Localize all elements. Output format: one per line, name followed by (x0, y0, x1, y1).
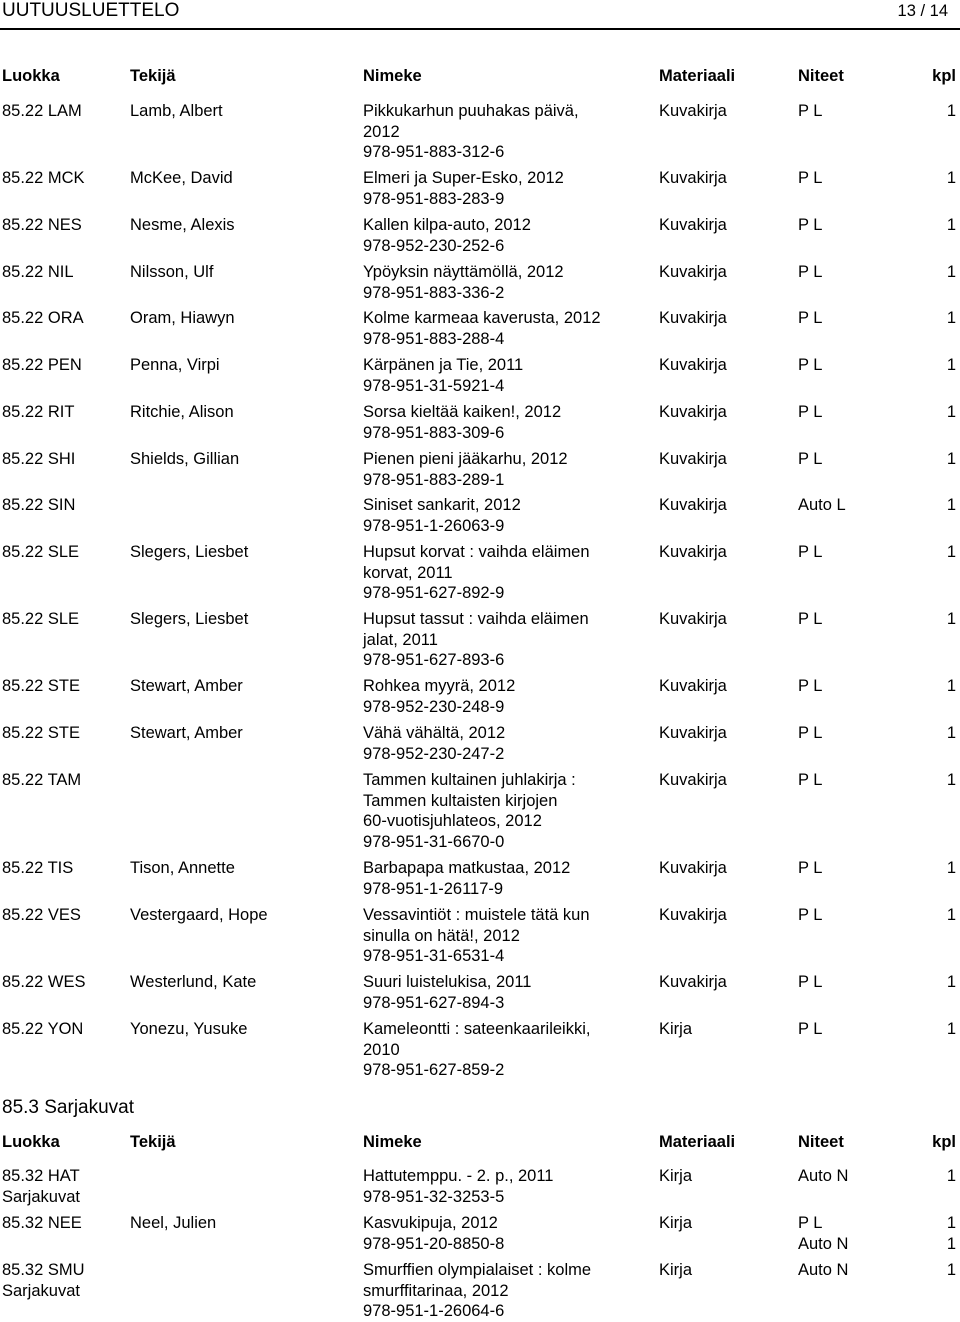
col-nimeke: Nimeke (363, 1133, 422, 1151)
niteet-line: P L (798, 1020, 823, 1038)
kpl-line: 1 (946, 771, 956, 789)
nimeke-line: Kolme karmeaa kaverusta, 2012 (363, 309, 601, 327)
nimeke-line: 978-951-627-892-9 (363, 584, 505, 602)
kpl-line: 1 (946, 1167, 956, 1185)
niteet-line: P L (798, 1214, 823, 1232)
luokka-cell (2, 1213, 82, 1234)
luokka-cell (2, 723, 80, 744)
nimeke-cell (363, 1213, 633, 1254)
kpl-cell (947, 402, 956, 423)
tekija-cell: Shields, Gillian (130, 450, 240, 468)
nimeke-line: 978-951-1-26063-9 (363, 516, 505, 535)
nimeke-line: Hattutemppu. - 2. p., 2011 (363, 1167, 554, 1185)
niteet-line: P L (798, 973, 823, 991)
luokka-line: 85.32 HAT (2, 1167, 80, 1185)
luokka-line: 85.22 ORA (2, 309, 84, 327)
kpl-cell (947, 770, 956, 791)
nimeke-line: 978-951-883-336-2 (363, 283, 505, 302)
nimeke-cell (363, 905, 633, 967)
niteet-cell (798, 770, 822, 791)
luokka-line: Sarjakuvat (2, 1187, 80, 1206)
nimeke-line: smurffitarinaa, 2012 (363, 1281, 509, 1300)
kpl-line: 1 (946, 973, 956, 991)
kpl-cell (947, 972, 956, 993)
tekija-cell: Slegers, Liesbet (130, 543, 249, 561)
materiaali-cell: Kuvakirja (659, 263, 727, 281)
kpl-cell (947, 1019, 956, 1040)
kpl-cell (947, 905, 956, 926)
materiaali-cell: Kuvakirja (659, 450, 727, 468)
col-tekija: Tekijä (130, 1133, 176, 1151)
nimeke-cell (363, 676, 633, 717)
nimeke-line: Kasvukipuja, 2012 (363, 1214, 498, 1232)
luokka-line: 85.22 SLE (2, 610, 80, 628)
kpl-line: 1 (946, 1261, 956, 1279)
luokka-line: 85.22 NIL (2, 263, 74, 281)
nimeke-line: 978-951-883-289-1 (363, 470, 505, 489)
col-luokka: Luokka (2, 1133, 60, 1151)
nimeke-line: Siniset sankarit, 2012 (363, 496, 521, 514)
niteet-cell (798, 1260, 848, 1281)
kpl-cell (947, 262, 956, 283)
luokka-cell (2, 449, 75, 470)
nimeke-cell (363, 262, 633, 303)
nimeke-line: 978-951-1-26117-9 (363, 879, 504, 898)
kpl-cell (947, 449, 956, 470)
nimeke-cell (363, 101, 633, 163)
nimeke-cell (363, 1019, 633, 1081)
luokka-cell (2, 262, 74, 283)
niteet-line: Auto L (798, 496, 846, 514)
tekija-cell: Nesme, Alexis (130, 216, 235, 234)
luokka-line: 85.22 PEN (2, 356, 82, 374)
kpl-cell (947, 1166, 956, 1187)
tekija-cell: Slegers, Liesbet (130, 610, 249, 628)
document-title: UUTUUSLUETTELO (2, 0, 180, 21)
nimeke-line: 978-952-230-247-2 (363, 744, 505, 763)
niteet-line: Auto N (798, 1234, 849, 1253)
luokka-cell (2, 770, 81, 791)
niteet-cell (798, 1166, 848, 1187)
niteet-line: P L (798, 677, 823, 695)
luokka-line: 85.22 NES (2, 216, 82, 234)
nimeke-line: Vessavintiöt : muistele tätä kun (363, 906, 590, 924)
col-niteet: Niteet (798, 67, 844, 85)
materiaali-cell: Kirja (659, 1020, 693, 1038)
luokka-line: 85.22 SHI (2, 450, 76, 468)
luokka-cell (2, 905, 81, 926)
nimeke-line: Smurffien olympialaiset : kolme (363, 1261, 592, 1279)
kpl-cell (947, 215, 956, 236)
luokka-line: 85.22 LAM (2, 102, 82, 120)
nimeke-cell (363, 972, 633, 1013)
kpl-cell (947, 355, 956, 376)
niteet-line: Auto N (798, 1167, 849, 1185)
nimeke-cell (363, 1166, 633, 1207)
nimeke-line: sinulla on hätä!, 2012 (363, 926, 520, 945)
col-materiaali: Materiaali (659, 67, 736, 85)
niteet-cell (798, 402, 822, 423)
kpl-line: 1 (946, 450, 956, 468)
luokka-cell (2, 609, 79, 630)
tekija-cell: Penna, Virpi (130, 356, 220, 374)
nimeke-line: 978-951-31-5921-4 (363, 376, 505, 395)
niteet-cell (798, 495, 846, 516)
niteet-line: P L (798, 263, 823, 281)
niteet-line: P L (798, 543, 823, 561)
nimeke-line: Kallen kilpa-auto, 2012 (363, 216, 531, 234)
luokka-line: 85.22 STE (2, 724, 80, 742)
materiaali-cell: Kuvakirja (659, 496, 727, 514)
luokka-line: 85.22 VES (2, 906, 81, 924)
kpl-line: 1 (946, 677, 956, 695)
niteet-line: P L (798, 169, 823, 187)
niteet-cell (798, 262, 822, 283)
col-materiaali: Materiaali (659, 1133, 736, 1151)
niteet-line: P L (798, 450, 823, 468)
kpl-line: 1 (946, 610, 956, 628)
nimeke-line: 978-952-230-248-9 (363, 697, 505, 716)
luokka-line: 85.32 SMU (2, 1261, 85, 1279)
nimeke-line: Pienen pieni jääkarhu, 2012 (363, 450, 568, 468)
nimeke-line: Suuri luistelukisa, 2011 (363, 973, 532, 991)
nimeke-line: 978-951-627-894-3 (363, 993, 505, 1012)
kpl-line: 1 (946, 1020, 956, 1038)
nimeke-line: 60-vuotisjuhlateos, 2012 (363, 812, 542, 830)
nimeke-cell (363, 609, 633, 671)
luokka-cell (2, 355, 82, 376)
col-niteet: Niteet (798, 1133, 844, 1151)
luokka-line: 85.22 WES (2, 973, 86, 991)
nimeke-line: 978-952-230-252-6 (363, 236, 505, 255)
nimeke-cell (363, 308, 633, 349)
nimeke-line: Ypöyksin näyttämöllä, 2012 (363, 263, 564, 281)
niteet-line: P L (798, 309, 823, 327)
luokka-line: 85.32 NEE (2, 1214, 82, 1232)
nimeke-line: korvat, 2011 (363, 563, 453, 582)
nimeke-line: Hupsut korvat : vaihda eläimen (363, 543, 590, 561)
kpl-line: 1 (946, 906, 956, 924)
kpl-cell (947, 858, 956, 879)
kpl-cell (947, 542, 956, 563)
kpl-line: 1 (946, 543, 956, 561)
niteet-cell (798, 355, 822, 376)
tekija-cell: McKee, David (130, 169, 233, 187)
nimeke-line: 978-951-883-309-6 (363, 423, 505, 442)
nimeke-line: 2012 (363, 122, 400, 141)
luokka-line: 85.22 RIT (2, 403, 75, 421)
nimeke-cell (363, 355, 633, 396)
luokka-line: Sarjakuvat (2, 1281, 80, 1300)
tekija-cell: Stewart, Amber (130, 724, 243, 742)
column-headers-2 (0, 1133, 960, 1155)
nimeke-line: Hupsut tassut : vaihda eläimen (363, 610, 589, 628)
nimeke-line: 978-951-32-3253-5 (363, 1187, 505, 1206)
nimeke-cell (363, 402, 633, 443)
niteet-cell (798, 905, 822, 926)
materiaali-cell: Kuvakirja (659, 973, 727, 991)
nimeke-line: 978-951-883-312-6 (363, 143, 505, 161)
kpl-line: 1 (946, 263, 956, 281)
col-luokka: Luokka (2, 67, 60, 85)
luokka-cell (2, 858, 73, 879)
nimeke-line: 2010 (363, 1040, 400, 1059)
nimeke-line: Kärpänen ja Tie, 2011 (363, 356, 524, 374)
tekija-cell: Oram, Hiawyn (130, 309, 235, 327)
niteet-line: P L (798, 216, 823, 234)
luokka-cell (2, 972, 85, 993)
page-header (0, 0, 960, 28)
kpl-cell (947, 101, 956, 122)
tekija-cell: Ritchie, Alison (130, 403, 234, 421)
kpl-cell (947, 1213, 956, 1254)
materiaali-cell: Kuvakirja (659, 677, 727, 695)
luokka-cell (2, 542, 79, 563)
kpl-line: 1 (946, 496, 956, 514)
kpl-line: 1 (946, 859, 956, 877)
niteet-cell (798, 676, 822, 697)
kpl-cell (947, 609, 956, 630)
materiaali-cell: Kuvakirja (659, 859, 727, 877)
niteet-cell (798, 858, 822, 879)
kpl-line: 1 (946, 1234, 956, 1253)
materiaali-cell: Kuvakirja (659, 356, 727, 374)
tekija-cell: Westerlund, Kate (130, 973, 257, 991)
materiaali-cell: Kirja (659, 1214, 693, 1232)
luokka-cell (2, 168, 85, 189)
niteet-cell (798, 308, 822, 329)
col-nimeke: Nimeke (363, 67, 422, 85)
nimeke-cell (363, 495, 633, 536)
luokka-cell (2, 215, 82, 236)
section-title: 85.3 Sarjakuvat (2, 1097, 135, 1118)
nimeke-line: Tammen kultaisten kirjojen (363, 791, 558, 810)
materiaali-cell: Kuvakirja (659, 309, 727, 327)
tekija-cell: Stewart, Amber (130, 677, 243, 695)
nimeke-line: Sorsa kieltää kaiken!, 2012 (363, 403, 562, 421)
niteet-cell (798, 609, 822, 630)
niteet-cell (798, 1213, 848, 1254)
kpl-line: 1 (946, 309, 956, 327)
nimeke-line: Vähä vähältä, 2012 (363, 724, 506, 742)
materiaali-cell: Kuvakirja (659, 216, 727, 234)
niteet-line: P L (798, 356, 823, 374)
niteet-cell (798, 101, 822, 122)
niteet-cell (798, 972, 822, 993)
kpl-line: 1 (946, 102, 956, 120)
nimeke-line: 978-951-883-283-9 (363, 189, 505, 208)
nimeke-cell (363, 542, 633, 604)
niteet-cell (798, 215, 822, 236)
tekija-cell: Nilsson, Ulf (130, 263, 214, 281)
luokka-cell (2, 1166, 80, 1207)
luokka-cell (2, 676, 80, 697)
materiaali-cell: Kuvakirja (659, 543, 727, 561)
nimeke-cell (363, 723, 633, 764)
materiaali-cell: Kuvakirja (659, 724, 727, 742)
luokka-cell (2, 1019, 83, 1040)
luokka-line: 85.22 TAM (2, 771, 82, 789)
nimeke-line: Rohkea myyrä, 2012 (363, 677, 516, 695)
kpl-cell (947, 676, 956, 697)
materiaali-cell: Kuvakirja (659, 771, 727, 789)
nimeke-line: 978-951-31-6531-4 (363, 947, 505, 965)
niteet-cell (798, 542, 822, 563)
col-tekija: Tekijä (130, 67, 176, 85)
kpl-cell (947, 1260, 956, 1281)
nimeke-line: Kameleontti : sateenkaarileikki, (363, 1020, 591, 1038)
kpl-line: 1 (946, 216, 956, 234)
page-number: 13 / 14 (897, 2, 948, 20)
col-kpl: kpl (932, 1133, 956, 1151)
niteet-cell (798, 449, 822, 470)
nimeke-line: Barbapapa matkustaa, 2012 (363, 859, 571, 877)
luokka-cell (2, 495, 75, 516)
nimeke-cell (363, 449, 633, 490)
luokka-line: 85.22 STE (2, 677, 80, 695)
niteet-line: P L (798, 771, 823, 789)
nimeke-cell (363, 168, 633, 209)
nimeke-line: jalat, 2011 (363, 630, 438, 649)
materiaali-cell: Kuvakirja (659, 906, 727, 924)
nimeke-line: 978-951-627-893-6 (363, 651, 505, 669)
nimeke-cell (363, 1260, 633, 1322)
niteet-line: P L (798, 859, 823, 877)
tekija-cell: Tison, Annette (130, 859, 235, 877)
nimeke-line: Elmeri ja Super-Esko, 2012 (363, 169, 564, 187)
luokka-line: 85.22 YON (2, 1020, 84, 1038)
materiaali-cell: Kuvakirja (659, 610, 727, 628)
tekija-cell: Yonezu, Yusuke (130, 1020, 248, 1038)
luokka-line: 85.22 SLE (2, 543, 80, 561)
niteet-cell (798, 168, 822, 189)
luokka-line: 85.22 SIN (2, 496, 76, 514)
nimeke-line: 978-951-627-859-2 (363, 1061, 505, 1079)
kpl-cell (947, 495, 956, 516)
luokka-line: 85.22 MCK (2, 169, 85, 187)
luokka-cell (2, 1260, 85, 1301)
col-kpl: kpl (932, 67, 956, 85)
niteet-line: P L (798, 102, 823, 120)
nimeke-line: Pikkukarhun puuhakas päivä, (363, 102, 579, 120)
kpl-cell (947, 308, 956, 329)
nimeke-cell (363, 858, 633, 899)
nimeke-line: Tammen kultainen juhlakirja : (363, 771, 576, 789)
kpl-line: 1 (946, 356, 956, 374)
luokka-cell (2, 101, 82, 122)
nimeke-line: 978-951-31-6670-0 (363, 832, 505, 851)
luokka-line: 85.22 TIS (2, 859, 74, 877)
luokka-cell (2, 308, 84, 329)
column-headers (0, 67, 960, 89)
niteet-line: P L (798, 906, 823, 924)
nimeke-line: 978-951-20-8850-8 (363, 1234, 505, 1253)
niteet-line: P L (798, 610, 823, 628)
materiaali-cell: Kuvakirja (659, 403, 727, 421)
kpl-cell (947, 168, 956, 189)
kpl-line: 1 (946, 724, 956, 742)
niteet-line: Auto N (798, 1261, 849, 1279)
header-rule (0, 28, 960, 30)
nimeke-cell (363, 770, 633, 852)
materiaali-cell: Kirja (659, 1167, 693, 1185)
niteet-cell (798, 723, 822, 744)
tekija-cell: Lamb, Albert (130, 102, 223, 120)
kpl-cell (947, 723, 956, 744)
nimeke-cell (363, 215, 633, 256)
nimeke-line: 978-951-1-26064-6 (363, 1302, 505, 1320)
tekija-cell: Neel, Julien (130, 1214, 217, 1232)
tekija-cell: Vestergaard, Hope (130, 906, 268, 924)
materiaali-cell: Kuvakirja (659, 169, 727, 187)
nimeke-line: 978-951-883-288-4 (363, 329, 505, 348)
niteet-cell (798, 1019, 822, 1040)
niteet-line: P L (798, 403, 823, 421)
kpl-line: 1 (946, 1214, 956, 1232)
kpl-line: 1 (946, 403, 956, 421)
niteet-line: P L (798, 724, 823, 742)
materiaali-cell: Kirja (659, 1261, 693, 1279)
luokka-cell (2, 402, 74, 423)
kpl-line: 1 (946, 169, 956, 187)
materiaali-cell: Kuvakirja (659, 102, 727, 120)
